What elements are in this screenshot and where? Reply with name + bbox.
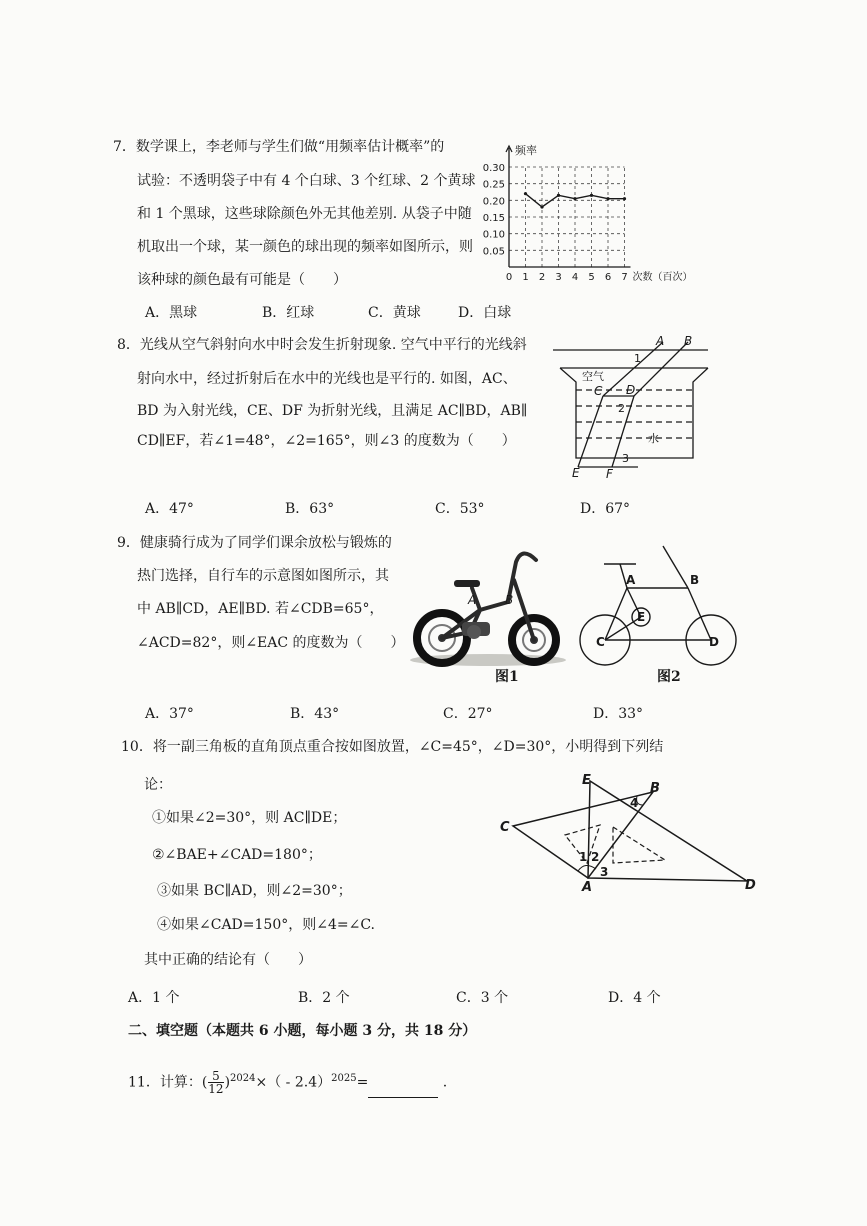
q8-refraction-figure [548, 330, 718, 482]
q7-xtick-label: 0 [505, 272, 513, 283]
q11-exponent-1: 2024 [230, 1073, 256, 1084]
q9-line-2: 热门选择，自行车的示意图如图所示，其 [137, 568, 389, 584]
q11-prefix: 11．计算：( [128, 1074, 208, 1091]
q9-option-b: B．43° [290, 706, 340, 722]
q7-data-point [557, 194, 560, 197]
q7-option-b: B．红球 [262, 305, 315, 321]
q9-label-a: A [626, 573, 636, 587]
q9-line-bd [688, 588, 711, 640]
q11-fraction [208, 1070, 223, 1095]
q10-triangle-ade [588, 781, 747, 881]
q7-xtick-label: 7 [621, 272, 628, 283]
q7-y-axis-label: 频率 [515, 144, 537, 157]
q8-line-4: CD∥EF，若∠1=48°，∠2=165°，则∠3 的度数为（ ） [137, 433, 516, 449]
q10-line-final: 其中正确的结论有（ ） [144, 952, 312, 968]
q9-line-1: 9．健康骑行成为了同学们课余放松与锻炼的 [117, 535, 392, 551]
q8-line-3: BD 为入射光线，CE、DF 为折射光线，且满足 AC∥BD，AB∥ [137, 403, 528, 419]
q7-data-point [573, 197, 576, 200]
q9-fig2-label: 图2 [657, 669, 681, 685]
q10-label-b: B [650, 781, 660, 796]
q8-angle-3: 3 [622, 452, 629, 465]
q7-xtick-label: 4 [571, 272, 579, 283]
q7-data-point [524, 192, 527, 195]
q9-option-d: D．33° [593, 706, 644, 722]
q8-angle-2: 2 [618, 402, 625, 415]
q8-option-b: B．63° [285, 501, 335, 517]
q10-conclusion-3: ③如果 BC∥AD，则∠2=30°； [157, 883, 352, 899]
q9-label-b: B [690, 573, 700, 587]
q10-angle-4: 4 [630, 796, 639, 810]
q8-water-label: 水 [648, 432, 659, 445]
q8-label-a: A [656, 334, 665, 348]
q10-label-c: C [500, 820, 510, 835]
q7-frequency-chart [470, 140, 700, 288]
q7-ytick-label: 0.25 [482, 179, 505, 191]
q9-line-4: ∠ACD=82°，则∠EAC 的度数为（ ） [137, 635, 405, 651]
q11-middle: ×（ - 2.4） [255, 1074, 332, 1091]
q7-option-a: A．黑球 [145, 305, 198, 321]
q9-option-a: A．37° [145, 706, 194, 722]
q8-line-1: 8．光线从空气斜射向水中时会发生折射现象. 空气中平行的光线斜 [117, 337, 527, 353]
q7-ytick-label: 0.30 [482, 163, 505, 174]
q7-data-point [623, 197, 626, 200]
q7-xtick-label: 5 [588, 272, 595, 283]
q7-xtick-label: 3 [555, 272, 562, 283]
q10-conclusion-4: ④如果∠CAD=150°，则∠4=∠C. [157, 917, 375, 933]
q8-option-c: C．53° [435, 501, 485, 517]
q9-photo-label-a: A [468, 593, 477, 607]
q7-line-2: 试验：不透明袋子中有 4 个白球、3 个红球、2 个黄球 [137, 173, 476, 189]
q7-xtick-label: 1 [522, 272, 529, 283]
q10-option-a: A．1 个 [128, 990, 180, 1006]
q10-label-e: E [582, 773, 591, 788]
q9-schematic-figure [578, 540, 740, 668]
q9-label-d: D [709, 635, 719, 649]
q8-label-d: D [626, 383, 636, 397]
q7-ytick-label: 0.10 [482, 229, 505, 241]
q7-data-point [540, 205, 543, 208]
q7-xtick-label: 6 [604, 272, 612, 283]
q8-option-a: A．47° [145, 501, 194, 517]
section-2-heading: 二、填空题（本题共 6 小题，每小题 3 分，共 18 分） [128, 1023, 477, 1039]
q9-bike-seat [454, 580, 480, 587]
q10-angle-2: 2 [591, 850, 600, 864]
q9-photo-label-b: B [505, 593, 514, 607]
q8-air-label: 空气 [582, 370, 604, 383]
q7-x-axis-label: 次数（百次） [632, 272, 693, 283]
q7-ytick-label: 0.20 [482, 196, 505, 208]
q11-denominator: 12 [208, 1082, 224, 1097]
q11-exponent-2: 2025 [331, 1073, 357, 1084]
q10-option-c: C．3 个 [456, 990, 509, 1006]
q8-line-2: 射向水中，经过折射后在水中的光线也是平行的. 如图，AC、 [137, 371, 517, 387]
q7-option-d: D．白球 [458, 305, 512, 321]
q9-line-3: 中 AB∥CD，AE∥BD. 若∠CDB=65°， [137, 601, 384, 617]
q7-line-3: 和 1 个黑球，这些球除颜色外无其他差别. 从袋子中随 [137, 206, 472, 222]
q9-bicycle-photo [408, 540, 568, 668]
question-11: 11．计算：( $\frac{5}{12}$ )$^{2024}$×（ - 2.4）$^{2025}$= . [128, 1069, 448, 1097]
q7-option-c: C．黄球 [368, 305, 421, 321]
q11-equals: = [356, 1074, 369, 1091]
q9-label-c: C [596, 635, 605, 649]
q10-line-1: 10．将一副三角板的直角顶点重合按如图放置，∠C=45°，∠D=30°，小明得到下列结 [121, 739, 664, 755]
q10-conclusion-2: ②∠BAE+∠CAD=180°； [152, 847, 322, 863]
q7-line-1: 7．数学课上，李老师与学生们做“用频率估计概率”的 [113, 139, 445, 155]
q7-ytick-label: 0.15 [482, 213, 505, 224]
q8-label-e: E [572, 466, 580, 480]
q11-end: . [442, 1074, 448, 1091]
q10-label-d: D [745, 878, 756, 893]
q10-conclusion-1: ①如果∠2=30°，则 AC∥DE； [152, 810, 347, 826]
q7-ytick-label: 0.05 [482, 246, 505, 258]
q7-data-point [590, 194, 593, 197]
q10-option-b: B．2 个 [298, 990, 350, 1006]
q11-numerator: 5 [208, 1070, 223, 1083]
q9-label-e: E [637, 610, 646, 624]
q10-angle-3: 3 [600, 865, 609, 879]
q10-angle-1: 1 [579, 850, 588, 864]
q11-answer-blank[interactable] [368, 1083, 438, 1098]
q8-label-c: C [594, 384, 603, 398]
q10-triangles-figure [495, 765, 765, 895]
q9-option-c: C．27° [443, 706, 493, 722]
q8-label-f: F [606, 467, 613, 481]
q10-option-d: D．4 个 [608, 990, 661, 1006]
q8-angle-1: 1 [634, 352, 641, 365]
q9-fig1-label: 图1 [495, 669, 519, 685]
q8-label-b: B [684, 334, 693, 348]
q7-line-5: 该种球的颜色最有可能是（ ） [137, 272, 347, 288]
q10-line-2: 论： [144, 777, 172, 793]
q7-xtick-label: 2 [538, 272, 546, 283]
q7-data-point [606, 197, 609, 200]
q8-option-d: D．67° [580, 501, 631, 517]
q10-label-a: A [582, 880, 593, 895]
q7-line-4: 机取出一个球，某一颜色的球出现的频率如图所示，则 [137, 239, 473, 255]
